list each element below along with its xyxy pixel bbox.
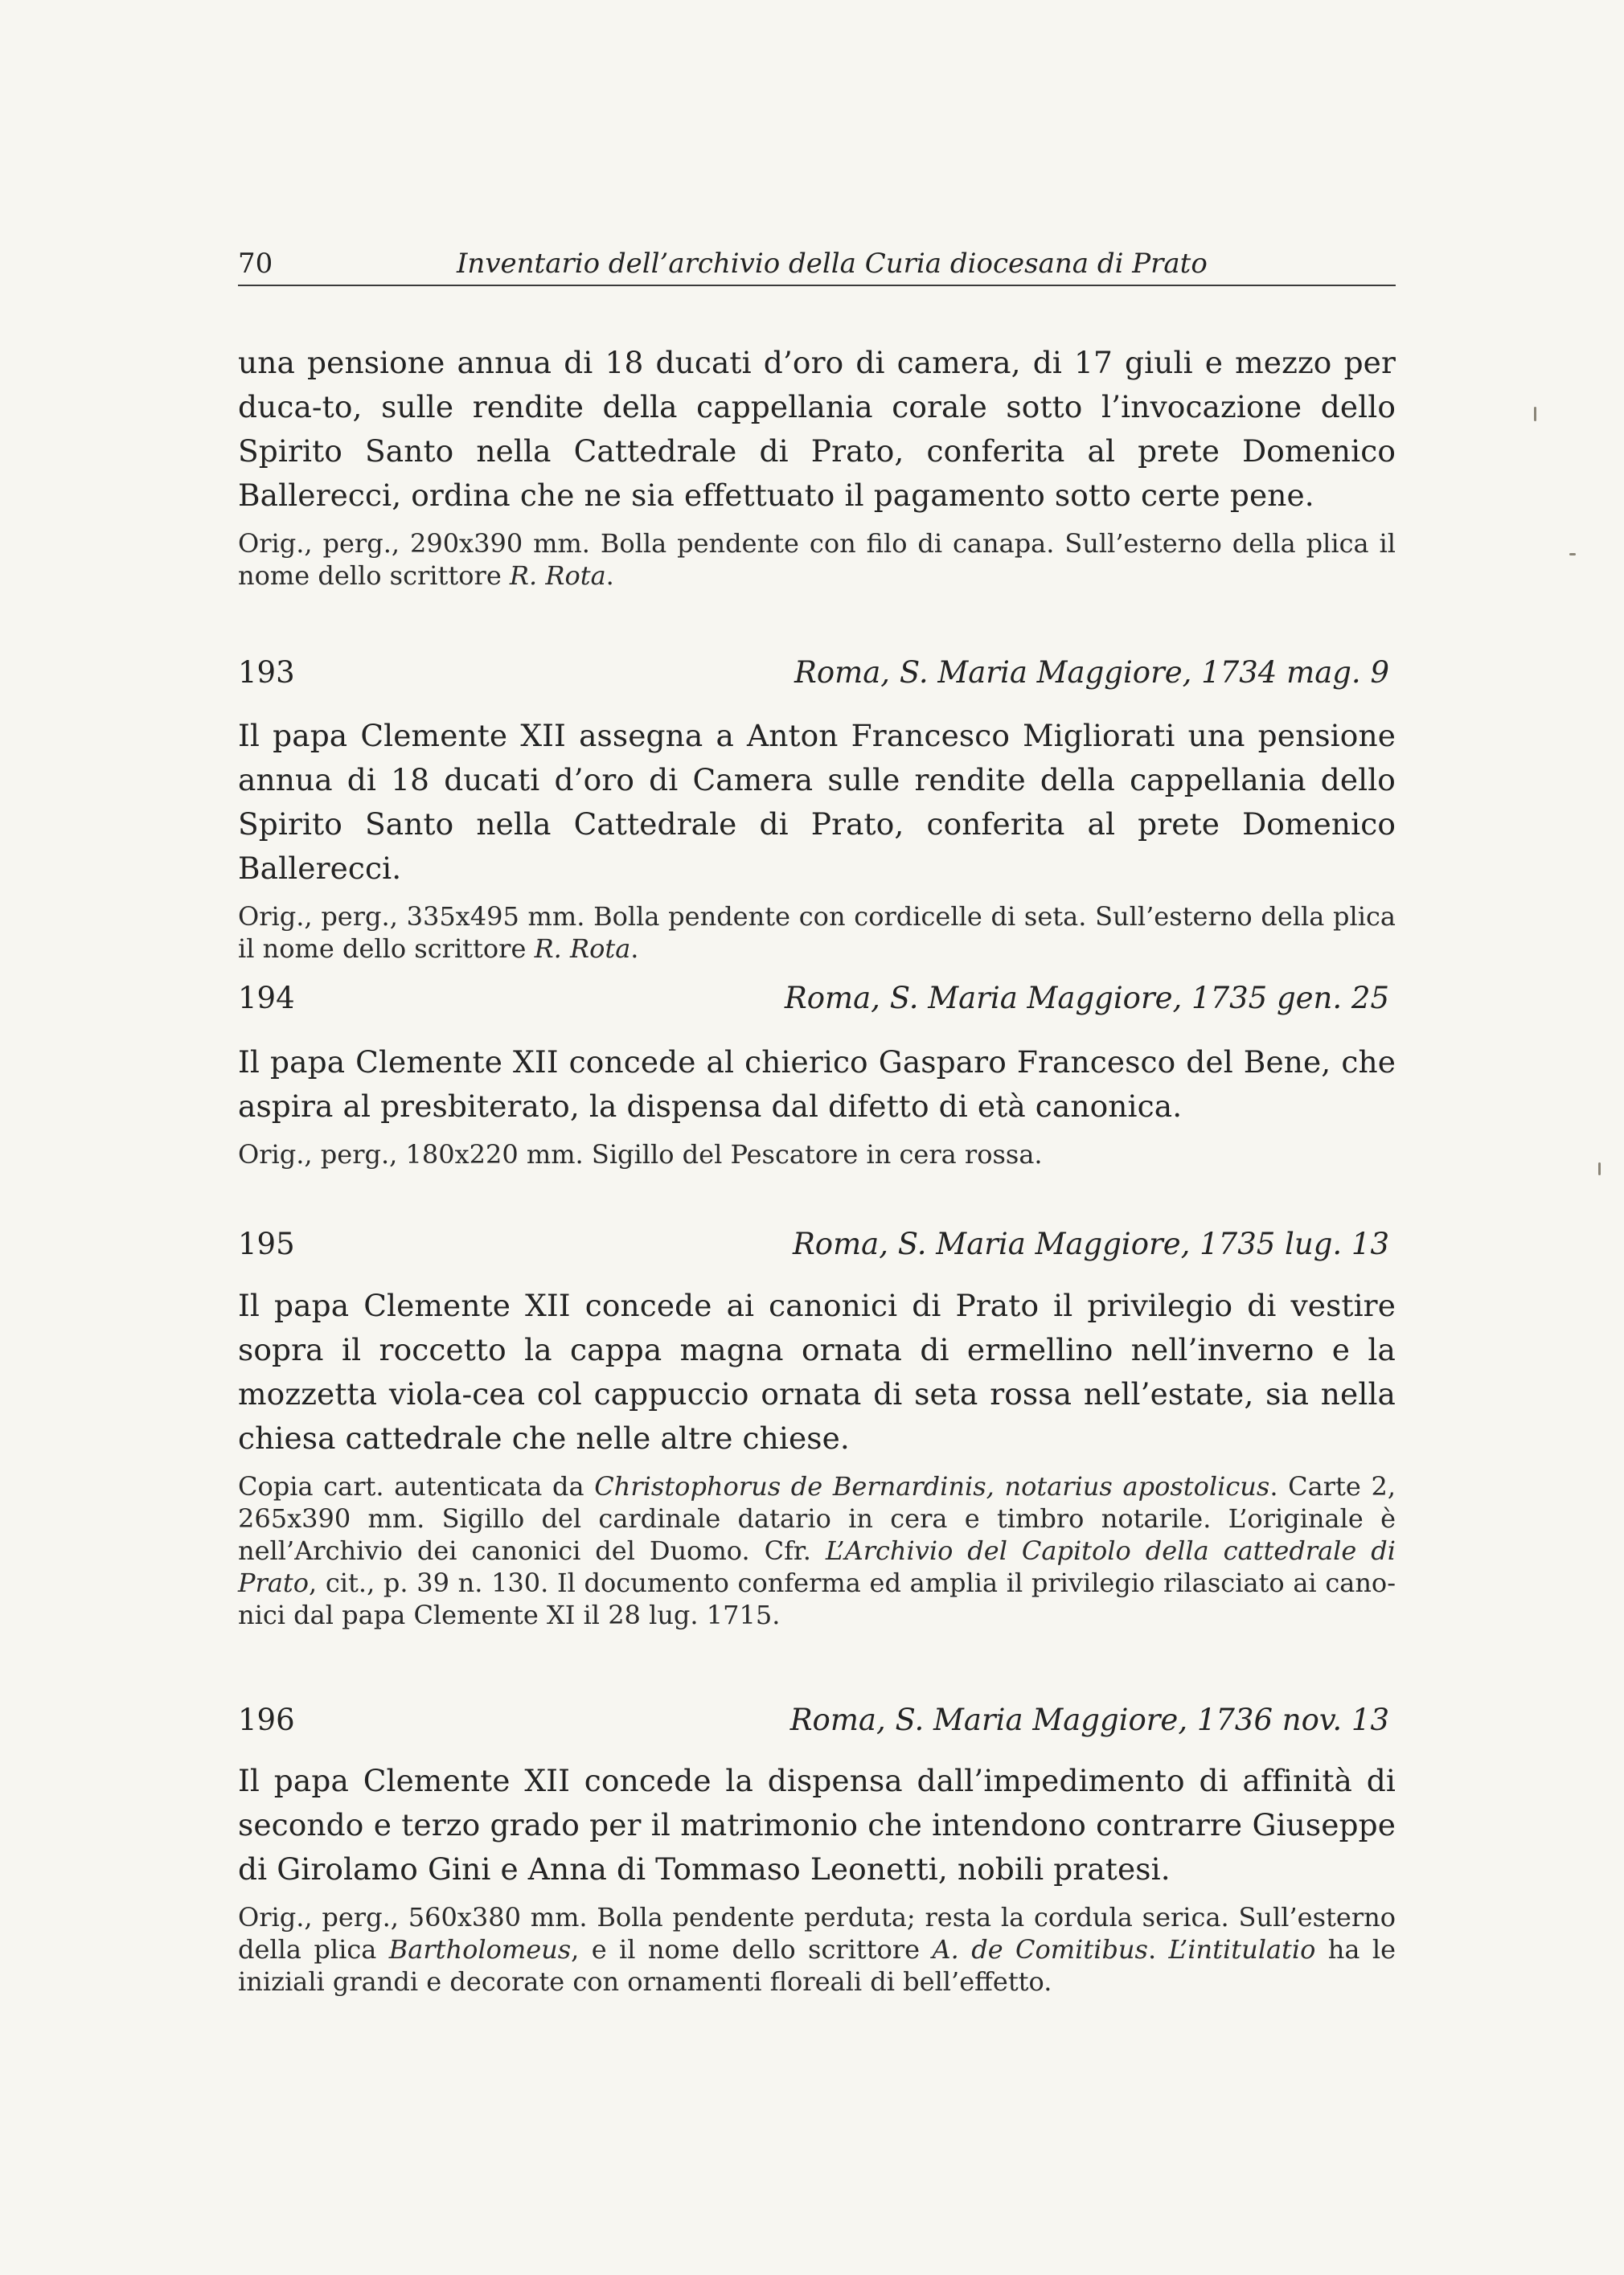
entry-place-date: Roma, S. Maria Maggiore, 1736 nov. 13	[789, 1703, 1389, 1737]
entry-number: 195	[238, 1227, 295, 1261]
entry-196-header	[238, 1703, 1396, 1748]
entry-number: 193	[238, 655, 295, 690]
entry-193	[238, 714, 1396, 965]
entry-place-date: Roma, S. Maria Maggiore, 1734 mag. 9	[794, 655, 1389, 690]
entry-place-date: Roma, S. Maria Maggiore, 1735 gen. 25	[784, 981, 1389, 1015]
intro-note: Orig., perg., 290x390 mm. Bolla pendente con filo di canapa. Sull’esterno della plica il nome dello scrittore R. Rota.	[238, 528, 1396, 591]
entry-text: Il papa Clemente XII concede al chierico Gasparo Francesco del Bene, che aspira al presbiterato, la dispensa dal difetto di età canonica.	[238, 1044, 1396, 1124]
running-title: Inventario dell’archivio della Curia diocesana di Prato	[457, 248, 1208, 280]
entry-195	[238, 1284, 1396, 1631]
entry-text: Il papa Clemente XII concede la dispensa dall’impedimento di affinità di secondo e terzo grado per il matrimonio che intendono contrarre Giuseppe di Girolamo Gini e Anna di Tommaso Leonetti, nobili pratesi.	[238, 1763, 1396, 1887]
scan-speck	[1569, 553, 1576, 555]
intro-text: una pensione annua di 18 ducati d’oro di camera, di 17 giuli e mezzo per duca-to, sulle rendite della cappellania corale sotto l’invocazione dello Spirito Santo nella Cattedrale di Prato, conferita al prete Domenico Ballerecci, ordina che ne sia effettuato il pagamento sotto certe pene.	[238, 345, 1396, 513]
entry-place-date: Roma, S. Maria Maggiore, 1735 lug. 13	[792, 1227, 1389, 1261]
entry-note: Orig., perg., 335x495 mm. Bolla pendente con cordicelle di seta. Sull’esterno della plica il nome dello scrittore R. Rota.	[238, 901, 1396, 964]
entry-note: Copia cart. autenticata da Christophorus de Bernardinis, notarius apostolicus. Carte 2, 265x390 mm. Sigillo del cardinale datario in cera e timbro notarile. L’originale è nell’Archivio dei canonici del Duomo. Cfr. L’Archivio del Capitolo della cattedrale di Prato, cit., p. 39 n. 130. Il documento conferma ed amplia il privilegio rilasciato ai cano-nici dal papa Clemente XI il 28 lug. 1715.	[238, 1471, 1396, 1630]
scan-speck	[1598, 1162, 1601, 1175]
scan-speck	[1534, 407, 1536, 421]
entry-text: Il papa Clemente XII concede ai canonici di Prato il privilegio di vestire sopra il roccetto la cappa magna ornata di ermellino nell’inverno e la mozzetta viola-cea col cappuccio ornata di seta rossa nell’estate, sia nella chiesa cattedrale che nelle altre chiese.	[238, 1288, 1396, 1456]
intro-section	[238, 341, 1396, 592]
entry-194-header	[238, 981, 1396, 1026]
page-header	[238, 241, 1396, 286]
entry-number: 194	[238, 981, 295, 1015]
entry-195-header	[238, 1227, 1396, 1272]
entry-number: 196	[238, 1703, 295, 1737]
entry-196	[238, 1759, 1396, 1998]
entry-text: Il papa Clemente XII assegna a Anton Francesco Migliorati una pensione annua di 18 ducati d’oro di Camera sulle rendite della cappellania dello Spirito Santo nella Cattedrale di Prato, conferita al prete Domenico Ballerecci.	[238, 718, 1396, 886]
entry-note: Orig., perg., 180x220 mm. Sigillo del Pescatore in cera rossa.	[238, 1139, 1043, 1170]
entry-193-header	[238, 655, 1396, 700]
entry-194	[238, 1040, 1396, 1170]
entry-note: Orig., perg., 560x380 mm. Bolla pendente perduta; resta la cordula serica. Sull’esterno della plica Bartholomeus, e il nome dello scrittore A. de Comitibus. L’intitulatio ha le iniziali grandi e decorate con ornamenti floreali di bell’effetto.	[238, 1902, 1396, 1997]
page-number: 70	[238, 248, 273, 280]
